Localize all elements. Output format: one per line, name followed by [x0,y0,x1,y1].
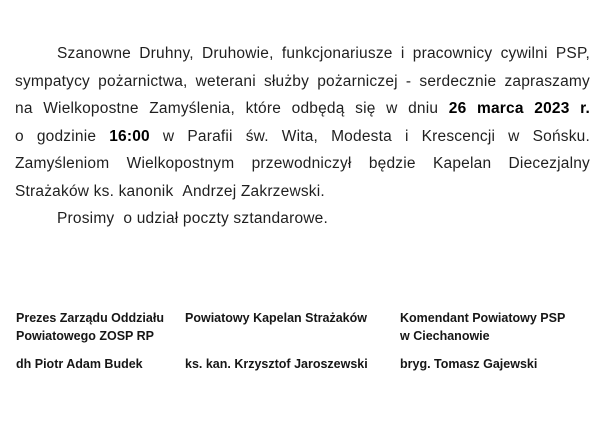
signature-name: bryg. Tomasz Gajewski [400,357,538,371]
signature-title [185,309,400,355]
letter-text: Strażaków ks. kanonik Andrzej Zakrzewski. [15,182,325,200]
letter-text: Prosimy o udział poczty sztandarowe. [57,210,329,227]
letter-line [15,95,590,123]
letter-text-bold: 16:00 [109,127,150,145]
letter-line [15,150,590,178]
signature-title-line: Powiatowego ZOSP RP [16,329,154,343]
letter-text: sympatycy pożarnictwa, weterani służby pożarniczej - serdecznie zapraszamy [15,72,590,90]
letter-line [15,205,590,233]
signature-title [400,309,598,355]
signature-name: dh Piotr Adam Budek [16,357,143,371]
signature-title-line: Komendant Powiatowy PSP [400,311,566,325]
signature-title-line: w Ciechanowie [400,329,490,343]
signature-column [16,309,185,373]
letter-line [15,123,590,151]
signature-title-line: Prezes Zarządu Oddziału [16,311,164,325]
letter-body [15,40,590,233]
signature-title [16,309,185,355]
signature-title-line: Powiatowy Kapelan Strażaków [185,311,367,325]
letter-text: na Wielkopostne Zamyślenia, które odbędą się w dniu [15,100,449,117]
letter-line [15,68,590,96]
signature-block [16,309,598,373]
letter-line [15,40,590,68]
signature-column [400,309,598,373]
signature-name: ks. kan. Krzysztof Jaroszewski [185,357,368,371]
letter-text: Szanowne Druhny, Druhowie, funkcjonariusze i pracownicy cywilni PSP, [57,45,590,62]
letter-text: w Parafii św. Wita, Modesta i Krescencji w Sońsku. [149,127,590,145]
letter-text: o godzinie [15,127,110,145]
letter-text-bold: 26 marca 2023 r. [448,100,591,117]
letter-text: Zamyśleniom Wielkopostnym przewodniczył będzie Kapelan Diecezjalny [15,155,590,172]
signature-column [185,309,400,373]
letter-line [15,178,590,206]
